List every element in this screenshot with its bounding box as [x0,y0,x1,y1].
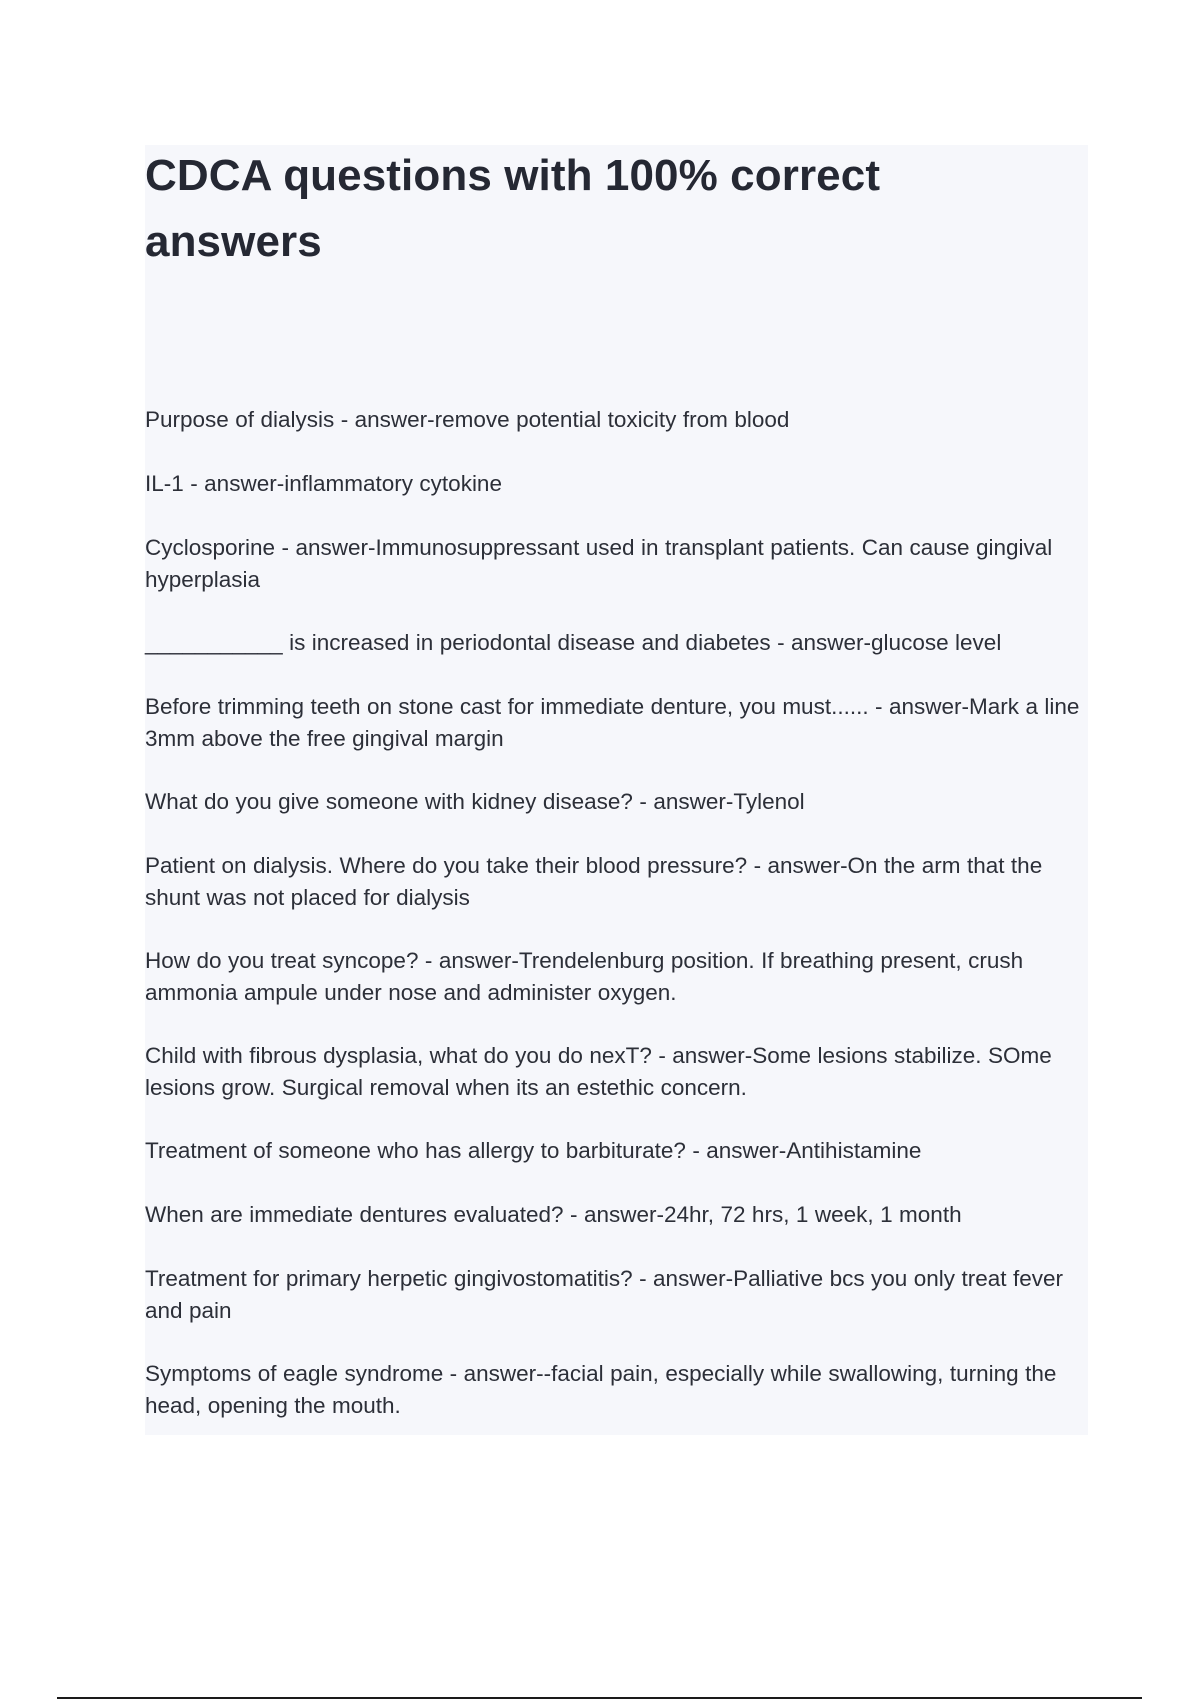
qa-item-2: IL-1 - answer-inflammatory cytokine [145,471,502,496]
qa-item-12: Treatment for primary herpetic gingivostomatitis? - answer-Palliative bcs you only treat fever and pain [145,1266,1063,1323]
qa-item-1: Purpose of dialysis - answer-remove potential toxicity from blood [145,407,790,432]
qa-item-11: When are immediate dentures evaluated? - answer-24hr, 72 hrs, 1 week, 1 month [145,1202,962,1227]
qa-item-5: Before trimming teeth on stone cast for immediate denture, you must...... - answer-Mark a line 3mm above the free gingival margin [145,694,1080,751]
qa-item-13: Symptoms of eagle syndrome - answer--facial pain, especially while swallowing, turning the head, opening the mouth. [145,1361,1057,1418]
qa-item-7: Patient on dialysis. Where do you take their blood pressure? - answer-On the arm that the shunt was not placed for dialysis [145,853,1043,910]
qa-list [145,404,1090,1453]
qa-item-8: How do you treat syncope? - answer-Trendelenburg position. If breathing present, crush ammonia ampule under nose and administer oxygen. [145,948,1024,1005]
document-title: CDCA questions with 100% correct answers [145,151,881,266]
qa-item-4: ___________ is increased in periodontal disease and diabetes - answer-glucose level [145,630,1002,655]
qa-item-6: What do you give someone with kidney disease? - answer-Tylenol [145,789,805,814]
qa-item-10: Treatment of someone who has allergy to barbiturate? - answer-Antihistamine [145,1138,922,1163]
footer-divider [57,1697,1142,1699]
qa-item-3: Cyclosporine - answer-Immunosuppressant used in transplant patients. Can cause gingival hyperplasia [145,535,1053,592]
qa-item-9: Child with fibrous dysplasia, what do you do nexT? - answer-Some lesions stabilize. SOme lesions grow. Surgical removal when its an estethic concern. [145,1043,1052,1100]
